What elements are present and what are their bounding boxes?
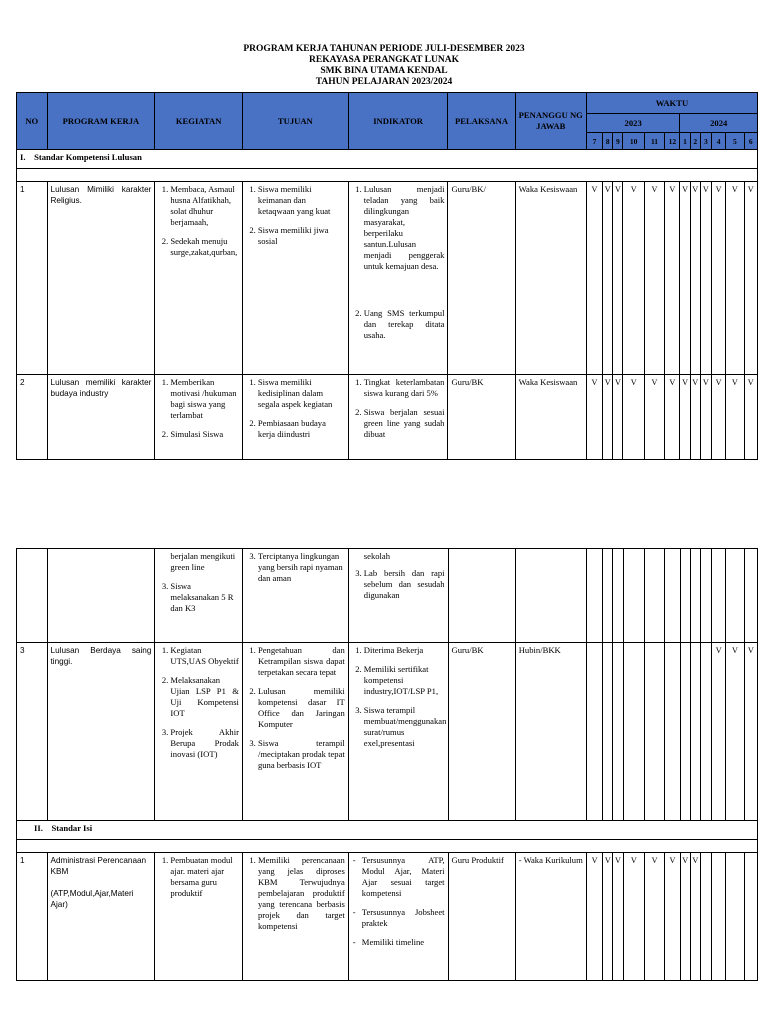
- section-heading: I. Standar Kompetensi Lulusan: [17, 150, 758, 169]
- spacer-row: [17, 169, 758, 182]
- month-mark: V: [623, 853, 644, 981]
- month-mark: [613, 643, 623, 821]
- month-mark: [744, 549, 757, 643]
- section-title: Standar Isi: [51, 823, 93, 833]
- row-penanggung: Waka Kesiswaan: [515, 182, 586, 375]
- month-mark: [680, 643, 690, 821]
- row-indikator: [348, 643, 448, 821]
- document-title: [0, 44, 768, 88]
- row-kegiatan: berjalan mengikuti green line 3. Siswa melaksanakan 5 R dan K3: [155, 549, 243, 643]
- month-mark: [623, 643, 644, 821]
- section-title: Standar Kompetensi Lulusan: [34, 152, 142, 162]
- month-mark: [700, 549, 711, 643]
- header-month: 9: [613, 133, 623, 150]
- spacer-row: [17, 840, 758, 853]
- header-program: PROGRAM KERJA: [47, 93, 155, 150]
- header-penanggung: PENANGGU NG JAWAB: [515, 93, 586, 150]
- list-item: 1. Memiliki perencanaan yang jelas diproses KBM Terwujudnya pembelajaran produktif yang terencana berbasis projek dan target kompetensi: [258, 855, 345, 932]
- row-indikator: [348, 853, 448, 981]
- month-mark: [700, 853, 711, 981]
- row-indikator: [348, 182, 448, 375]
- row-no: 3: [17, 643, 48, 821]
- month-mark: V: [680, 375, 690, 460]
- list-item: 1. Kegiatan UTS,UAS Obyektif: [170, 645, 239, 667]
- month-mark: [623, 549, 644, 643]
- month-mark: V: [603, 853, 613, 981]
- row-kegiatan: [155, 182, 243, 375]
- month-mark: [613, 549, 623, 643]
- row-pelaksana: Guru/BK: [448, 375, 515, 460]
- row-kegiatan: [155, 375, 243, 460]
- month-mark: [744, 853, 757, 981]
- month-mark: V: [586, 182, 602, 375]
- month-mark: V: [680, 182, 690, 375]
- month-mark: [603, 549, 613, 643]
- month-mark: V: [726, 375, 744, 460]
- row-program: Lulusan memiliki karakter budaya industry: [47, 375, 155, 460]
- month-mark: V: [700, 182, 711, 375]
- row-indikator: sekolah 3. Lab bersih dan rapi sebelum dan sesudah digunakan: [348, 549, 448, 643]
- row-no: 1: [17, 853, 48, 981]
- row-pelaksana: Guru/BK: [448, 643, 515, 821]
- header-month: 11: [644, 133, 664, 150]
- month-mark: V: [665, 853, 680, 981]
- header-no: NO: [17, 93, 48, 150]
- row-program: Lulusan Berdaya saing tinggi.: [47, 643, 155, 821]
- list-item: 1. Membaca, Asmaul husna Alfatikhah, solat dhuhur berjamaah,: [170, 184, 239, 228]
- list-item: 2. Melaksanakan Ujian LSP P1 & Uji Kompetensi IOT: [170, 675, 239, 719]
- month-mark: V: [690, 182, 700, 375]
- month-mark: V: [603, 182, 613, 375]
- list-item: 2. Uang SMS terkumpul dan terekap ditata usaha.: [364, 308, 445, 341]
- month-mark: V: [711, 375, 725, 460]
- month-mark: V: [665, 375, 680, 460]
- row-kegiatan: [155, 643, 243, 821]
- table-row: [17, 375, 758, 460]
- list-item: 3. Projek Akhir Berupa Prodak inovasi (IOT): [170, 727, 239, 760]
- table-row: [17, 643, 758, 821]
- month-mark: V: [586, 375, 602, 460]
- row-tujuan: [242, 549, 348, 643]
- header-tujuan: TUJUAN: [242, 93, 348, 150]
- header-month: 5: [726, 133, 744, 150]
- list-item: 2. Lulusan memiliki kompetensi dasar IT Office dan Jaringan Komputer: [258, 686, 345, 730]
- month-mark: V: [613, 853, 623, 981]
- list-item: 2. Pembiasaan budaya kerja diindustri: [258, 418, 345, 440]
- month-mark: V: [603, 375, 613, 460]
- month-mark: V: [665, 182, 680, 375]
- row-penanggung: Hubin/BKK: [515, 643, 586, 821]
- header-month: 12: [665, 133, 680, 150]
- section-heading: II. Standar Isi: [17, 821, 758, 840]
- month-mark: V: [712, 643, 726, 821]
- month-mark: V: [726, 643, 744, 821]
- list-item: 1. Pembuatan modul ajar. materi ajar bersama guru produktif: [170, 855, 239, 899]
- month-mark: [586, 643, 602, 821]
- month-mark: V: [613, 182, 623, 375]
- title-line: PROGRAM KERJA TAHUNAN PERIODE JULI-DESEMBER 2023: [243, 44, 525, 54]
- title-line: SMK BINA UTAMA KENDAL: [320, 66, 448, 76]
- list-item: 3. Lab bersih dan rapi sebelum dan sesudah digunakan: [364, 568, 445, 601]
- list-item: 2. Siswa berjalan sesuai green line yang sudah dibuat: [364, 407, 445, 440]
- list-item: 2. Siswa memiliki jiwa sosial: [258, 225, 345, 247]
- list-item: 1. Siswa memiliki kedisiplinan dalam segala aspek kegiatan: [258, 377, 345, 410]
- title-line: REKAYASA PERANGKAT LUNAK: [309, 55, 459, 65]
- row-penanggung: Waka Kesiswaan: [515, 375, 586, 460]
- month-mark: [726, 853, 744, 981]
- header-month: 8: [603, 133, 613, 150]
- header-month: 1: [680, 133, 690, 150]
- header-month: 6: [744, 133, 757, 150]
- title-line: TAHUN PELAJARAN 2023/2024: [315, 77, 453, 87]
- program-table-part1: [16, 92, 758, 460]
- list-item: 3. Siswa terampil /meciptakan prodak tepat guna berbasis IOT: [258, 738, 345, 771]
- month-mark: [690, 643, 700, 821]
- month-mark: V: [690, 853, 700, 981]
- month-mark: [665, 549, 680, 643]
- row-tujuan: [242, 643, 348, 821]
- row-pelaksana: [448, 549, 515, 643]
- month-mark: V: [711, 182, 725, 375]
- month-mark: V: [623, 375, 644, 460]
- header-waktu: WAKTU: [586, 93, 757, 114]
- month-mark: [712, 549, 726, 643]
- month-mark: [665, 643, 680, 821]
- month-mark: V: [690, 375, 700, 460]
- header-year-2024: 2024: [680, 114, 758, 133]
- row-no: 1: [17, 182, 48, 375]
- list-item: 2. Sedekah menuju surge,zakat,qurban,: [170, 236, 239, 258]
- month-mark: V: [744, 643, 757, 821]
- month-mark: V: [744, 375, 757, 460]
- header-year-2023: 2023: [586, 114, 680, 133]
- month-mark: [680, 549, 690, 643]
- row-penanggung: [515, 549, 586, 643]
- month-mark: [690, 549, 700, 643]
- list-item: 3. Siswa terampil membuat/menggunakan surat/rumus exel,presentasi: [364, 705, 445, 749]
- month-mark: [644, 643, 664, 821]
- list-item: 1. Memberikan motivasi /hukuman bagi siswa yang terlambat: [170, 377, 239, 421]
- month-mark: V: [700, 375, 711, 460]
- month-mark: V: [586, 853, 602, 981]
- row-program: [47, 549, 155, 643]
- month-mark: V: [613, 375, 623, 460]
- list-item: 1. Tingkat keterlambatan siswa kurang dari 5%: [364, 377, 445, 399]
- header-month: 2: [690, 133, 700, 150]
- month-mark: [726, 549, 744, 643]
- list-item: 2. Memiliki sertifikat kompetensi industry,IOT/LSP P1,: [364, 664, 445, 697]
- row-no: 2: [17, 375, 48, 460]
- row-indikator: [348, 375, 448, 460]
- row-program: Lulusan Mimiliki karakter Religius.: [47, 182, 155, 375]
- header-pelaksana: PELAKSANA: [448, 93, 515, 150]
- month-mark: V: [644, 375, 664, 460]
- row-pelaksana: Guru Produktif: [448, 853, 515, 981]
- row-tujuan: [242, 375, 348, 460]
- row-pelaksana: Guru/BK/: [448, 182, 515, 375]
- month-mark: V: [744, 182, 757, 375]
- list-item: 2. Simulasi Siswa: [170, 429, 239, 440]
- month-mark: V: [644, 182, 664, 375]
- header-month: 7: [586, 133, 602, 150]
- month-mark: [603, 643, 613, 821]
- row-tujuan: [242, 853, 348, 981]
- month-mark: [586, 549, 602, 643]
- header-kegiatan: KEGIATAN: [155, 93, 243, 150]
- header-month: 10: [623, 133, 644, 150]
- table-row: [17, 182, 758, 375]
- row-kegiatan: [155, 853, 243, 981]
- row-program: Administrasi Perencanaan KBM (ATP,Modul,Ajar,Materi Ajar): [47, 853, 155, 981]
- list-item: 1. Siswa memiliki keimanan dan ketaqwaan yang kuat: [258, 184, 345, 217]
- list-item: 1. Diterima Bekerja: [364, 645, 445, 656]
- month-mark: [712, 853, 726, 981]
- list-item: 3. Terciptanya lingkungan yang bersih rapi nyaman dan aman: [258, 551, 345, 584]
- list-item: - Tersusunnya Jobsheet praktek: [362, 907, 445, 929]
- month-mark: V: [644, 853, 664, 981]
- header-month: 4: [711, 133, 725, 150]
- month-mark: V: [623, 182, 644, 375]
- month-mark: V: [680, 853, 690, 981]
- list-item: 1. Lulusan menjadi teladan yang baik dilingkungan masyarakat, berperilaku santun.Lulusan menjadi penggerak untuk kemajuan desa.: [364, 184, 445, 272]
- month-mark: [644, 549, 664, 643]
- list-item: - Memiliki timeline: [362, 937, 445, 948]
- header-indikator: INDIKATOR: [348, 93, 448, 150]
- row-tujuan: [242, 182, 348, 375]
- list-item: 1. Pengetahuan dan Ketrampilan siswa dapat terpetakan secara tepat: [258, 645, 345, 678]
- table-row: [17, 853, 758, 981]
- table-row: [17, 549, 758, 643]
- month-mark: V: [726, 182, 744, 375]
- program-table-part2: [16, 548, 758, 981]
- list-item: 3. Siswa melaksanakan 5 R dan K3: [170, 581, 239, 614]
- month-mark: [700, 643, 711, 821]
- list-item: - Tersusunnya ATP, Modul Ajar, Materi Ajar sesuai target kompetensi: [362, 855, 445, 899]
- header-month: 3: [700, 133, 711, 150]
- row-no: [17, 549, 48, 643]
- row-penanggung: - Waka Kurikulum: [515, 853, 586, 981]
